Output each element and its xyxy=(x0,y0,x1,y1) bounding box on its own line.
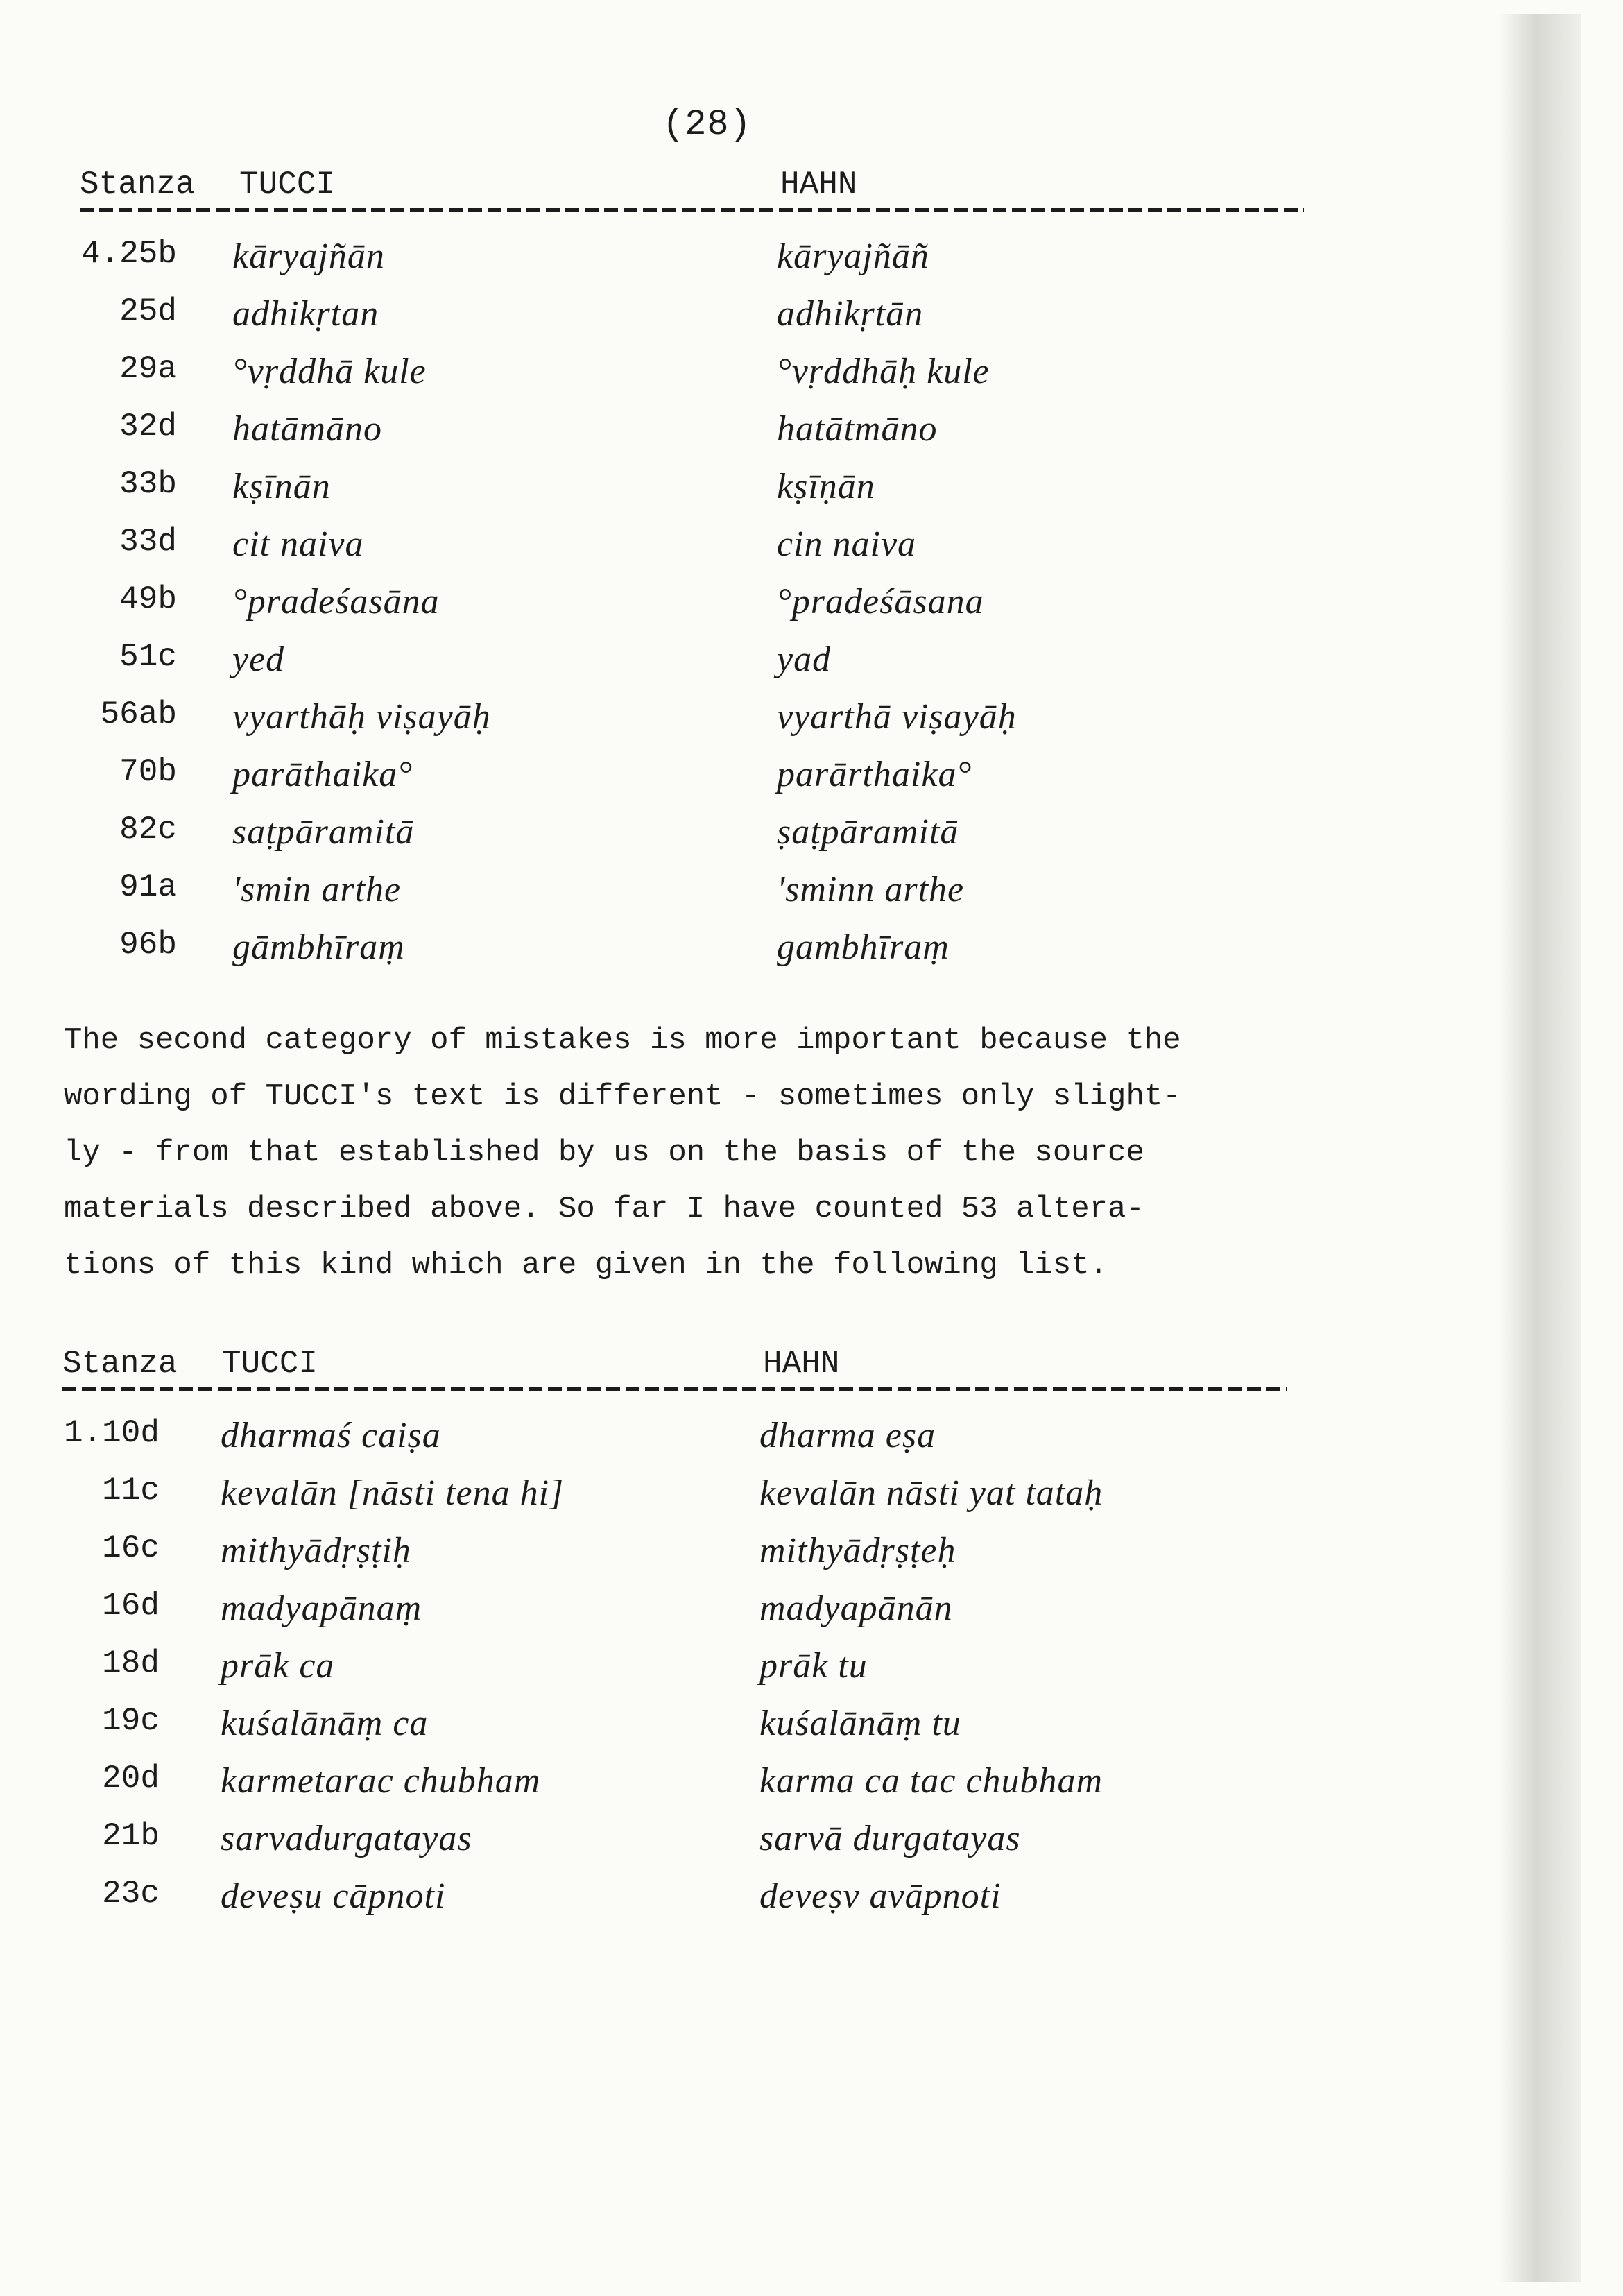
tucci-reading: vyarthāḥ viṣayāḥ xyxy=(232,697,491,737)
table-row xyxy=(0,1473,1623,1530)
hahn-reading: deveṣv avāpnoti xyxy=(759,1876,1002,1916)
hahn-reading: madyapānān xyxy=(759,1588,953,1628)
table-header xyxy=(0,1346,1623,1387)
table-row xyxy=(0,236,1623,293)
tucci-reading: dharmaś caiṣa xyxy=(221,1416,441,1455)
tucci-reading: prāk ca xyxy=(221,1646,335,1686)
hahn-reading: kuśalānāṃ tu xyxy=(759,1704,961,1743)
stanza-ref: 11c xyxy=(102,1473,160,1509)
stanza-ref: 19c xyxy=(102,1703,160,1739)
tucci-reading: °vṛddhā kule xyxy=(232,352,427,391)
tucci-reading: gāmbhīraṃ xyxy=(232,927,405,967)
stanza-ref: 70b xyxy=(119,754,177,790)
table-row xyxy=(0,1588,1623,1645)
table-row xyxy=(0,1645,1623,1703)
hahn-reading: karma ca tac chubham xyxy=(759,1761,1104,1801)
hahn-reading: yad xyxy=(777,640,832,679)
header-hahn: HAHN xyxy=(780,166,857,203)
table-row xyxy=(0,696,1623,754)
stanza-ref: 33d xyxy=(119,524,177,560)
hahn-reading: kṣīṇān xyxy=(777,467,875,506)
stanza-ref: 96b xyxy=(119,927,177,963)
paragraph-line: materials described above. So far I have counted 53 altera- xyxy=(64,1192,1144,1226)
tucci-reading: kṣīnān xyxy=(232,467,331,506)
tucci-reading: adhikṛtan xyxy=(232,294,379,334)
header-stanza: Stanza xyxy=(80,166,195,203)
table-row xyxy=(0,351,1623,409)
paragraph-line: ly - from that established by us on the basis of the source xyxy=(64,1136,1144,1170)
stanza-ref: 21b xyxy=(102,1818,160,1854)
hahn-reading: 'sminn arthe xyxy=(777,870,965,909)
table-row xyxy=(0,812,1623,869)
stanza-ref: 33b xyxy=(119,466,177,502)
table-row xyxy=(0,754,1623,812)
stanza-ref: 51c xyxy=(119,639,177,675)
hahn-reading: °vṛddhāḥ kule xyxy=(777,352,990,391)
stanza-ref: 32d xyxy=(119,409,177,445)
tucci-reading: 'smin arthe xyxy=(232,870,402,909)
tucci-reading: sarvadurgatayas xyxy=(221,1819,472,1858)
table-row xyxy=(0,409,1623,466)
hahn-reading: dharma eṣa xyxy=(759,1416,936,1455)
header-tucci: TUCCI xyxy=(239,166,336,203)
hahn-reading: kevalān nāsti yat tataḥ xyxy=(759,1473,1104,1513)
stanza-ref: 1.10d xyxy=(63,1415,160,1451)
hahn-reading: sarvā durgatayas xyxy=(759,1819,1021,1858)
body-paragraph xyxy=(64,1013,1312,1294)
hahn-reading: hatātmāno xyxy=(777,409,938,449)
stanza-ref: 91a xyxy=(119,869,177,905)
table-row xyxy=(0,293,1623,351)
table-row xyxy=(0,1530,1623,1588)
table-header xyxy=(0,166,1623,208)
hahn-reading: kāryajñāñ xyxy=(777,237,929,276)
hahn-reading: cin naiva xyxy=(777,524,917,564)
tucci-reading: hatāmāno xyxy=(232,409,382,449)
table-rows xyxy=(0,236,1623,984)
table-row xyxy=(0,1818,1623,1876)
comparison-table-1 xyxy=(0,166,1623,984)
table-row xyxy=(0,869,1623,927)
stanza-ref: 56ab xyxy=(100,696,177,733)
table-row xyxy=(0,639,1623,696)
tucci-reading: kuśalānāṃ ca xyxy=(221,1704,429,1743)
header-tucci: TUCCI xyxy=(222,1346,318,1382)
header-dashed-rule xyxy=(80,208,1304,212)
stanza-ref: 23c xyxy=(102,1876,160,1912)
hahn-reading: parārthaika° xyxy=(777,755,972,794)
table-row xyxy=(0,581,1623,639)
header-hahn: HAHN xyxy=(763,1346,840,1382)
table-row xyxy=(0,1703,1623,1760)
tucci-reading: kāryajñān xyxy=(232,237,385,276)
stanza-ref: 18d xyxy=(102,1645,160,1681)
tucci-reading: parāthaika° xyxy=(232,755,413,794)
tucci-reading: °pradeśasāna xyxy=(232,582,440,622)
hahn-reading: gambhīraṃ xyxy=(777,927,950,967)
paragraph-line: tions of this kind which are given in the following list. xyxy=(64,1248,1108,1283)
hahn-reading: mithyādṛṣṭeḥ xyxy=(759,1531,956,1570)
stanza-ref: 82c xyxy=(119,812,177,848)
table-row xyxy=(0,1760,1623,1818)
table-row xyxy=(0,1876,1623,1933)
tucci-reading: karmetarac chubham xyxy=(221,1761,541,1801)
paragraph-line: wording of TUCCI's text is different - sometimes only slight- xyxy=(64,1079,1181,1114)
stanza-ref: 20d xyxy=(102,1760,160,1797)
tucci-reading: saṭpāramitā xyxy=(232,812,415,852)
table-rows xyxy=(0,1415,1623,1933)
stanza-ref: 49b xyxy=(119,581,177,617)
paragraph-line: The second category of mistakes is more important because the xyxy=(64,1023,1181,1058)
table-row xyxy=(0,524,1623,581)
stanza-ref: 29a xyxy=(119,351,177,387)
header-stanza: Stanza xyxy=(62,1346,178,1382)
table-row xyxy=(0,1415,1623,1473)
tucci-reading: mithyādṛṣṭiḥ xyxy=(221,1531,411,1570)
tucci-reading: kevalān [nāsti tena hi] xyxy=(221,1473,565,1513)
hahn-reading: °pradeśāsana xyxy=(777,582,984,622)
hahn-reading: adhikṛtān xyxy=(777,294,924,334)
page-number: (28) xyxy=(662,104,752,145)
tucci-reading: yed xyxy=(232,640,285,679)
stanza-ref: 4.25b xyxy=(80,236,177,272)
hahn-reading: ṣaṭpāramitā xyxy=(777,812,959,852)
table-row xyxy=(0,927,1623,984)
comparison-table-2 xyxy=(0,1346,1623,1933)
hahn-reading: vyarthā viṣayāḥ xyxy=(777,697,1017,737)
stanza-ref: 16c xyxy=(102,1530,160,1566)
stanza-ref: 25d xyxy=(119,293,177,329)
header-dashed-rule xyxy=(62,1387,1287,1391)
tucci-reading: cit naiva xyxy=(232,524,364,564)
tucci-reading: madyapānaṃ xyxy=(221,1588,422,1628)
tucci-reading: deveṣu cāpnoti xyxy=(221,1876,446,1916)
table-row xyxy=(0,466,1623,524)
hahn-reading: prāk tu xyxy=(759,1646,868,1686)
stanza-ref: 16d xyxy=(102,1588,160,1624)
